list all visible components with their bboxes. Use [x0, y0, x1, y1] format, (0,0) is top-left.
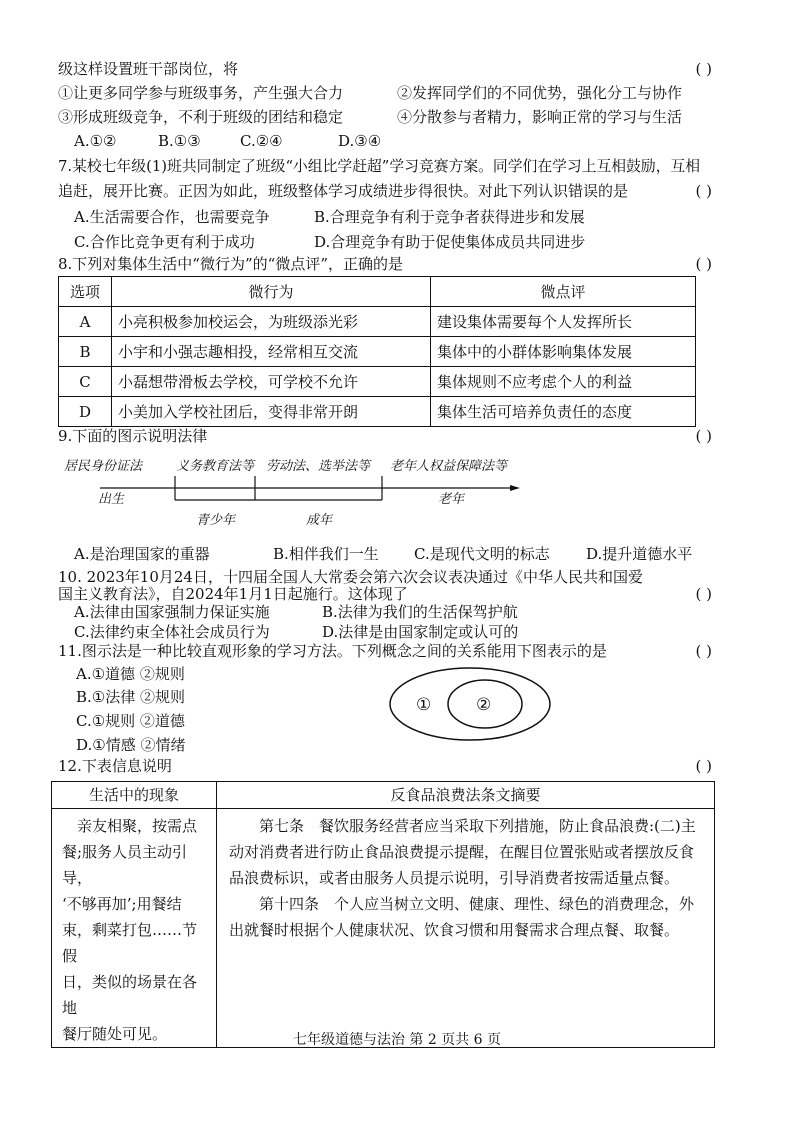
phenomenon-line: 亲友相聚，按需点 — [77, 817, 198, 835]
phenomenon-line: ‘不够再加’;用餐结 — [62, 895, 182, 913]
page-footer: 七年级道德与法治 第 2 页共 6 页 — [292, 1032, 502, 1048]
row-comment: 集体生活可培养负责任的态度 — [431, 397, 696, 427]
row-behavior: 小宇和小强志趣相投，经常相互交流 — [112, 337, 431, 367]
q6-statement-1: ①让更多同学参与班级事务，产生强大合力 — [58, 84, 344, 102]
table-header-row — [52, 782, 715, 809]
law-label-labor-election: 劳动法、选举法等 — [266, 459, 371, 474]
phenomenon-line: 日，类似的场景在各地 — [62, 973, 198, 1017]
q7-option-a: A.生活需要合作，也需要竞争 — [74, 208, 270, 226]
q10-option-c: C.法律约束全体社会成员行为 — [74, 623, 270, 641]
q7-option-c: C.合作比竞争更有利于成功 — [74, 233, 255, 251]
q7-stem-line1: 7.某校七年级(1)班共同制定了班级“小组比学赶超”学习竞赛方案。同学们在学习上互相鼓励，互相 — [58, 158, 701, 175]
stage-adult-label: 成年 — [306, 513, 333, 528]
table-row — [59, 367, 696, 397]
q7-answer-paren: ( ) — [695, 182, 712, 200]
nested-ellipse-diagram — [386, 664, 556, 744]
q7-stem-line2: 追赶，展开比赛。正因为如此，班级整体学习成绩进步得很快。对此下列认识错误的是 — [58, 182, 629, 200]
header-law-excerpt: 反食品浪费法条文摘要 — [217, 782, 715, 809]
row-option: A — [59, 307, 112, 337]
row-option: C — [59, 367, 112, 397]
life-law-timeline-diagram — [60, 456, 530, 536]
q7-option-b: B.合理竞争有利于竞争者获得进步和发展 — [314, 208, 585, 226]
row-behavior: 小美加入学校社团后，变得非常开朗 — [112, 397, 431, 427]
q6-option-a: A.①② — [74, 132, 117, 150]
header-comment: 微点评 — [431, 277, 696, 307]
stage-old-age-label: 老年 — [438, 492, 465, 507]
q6-option-c: C.②④ — [240, 132, 283, 150]
law-excerpt-cell — [217, 809, 715, 1048]
q7-option-d: D.合理竞争有助于促使集体成员共同进步 — [314, 233, 586, 251]
q9-option-d: D.提升道德水平 — [586, 545, 693, 563]
q10-option-b: B.法律为我们的生活保驾护航 — [322, 603, 518, 621]
row-behavior: 小磊想带滑板去学校，可学校不允许 — [112, 367, 431, 397]
inner-ellipse-label: ② — [476, 695, 492, 715]
table-row — [59, 337, 696, 367]
header-option: 选项 — [59, 277, 112, 307]
q8-answer-paren: ( ) — [695, 255, 712, 273]
q8-table — [58, 276, 696, 427]
stage-birth-label: 出生 — [98, 492, 125, 507]
outer-ellipse-label: ① — [416, 695, 432, 715]
q12-table — [51, 781, 715, 1048]
q12-answer-paren: ( ) — [695, 757, 712, 775]
row-option: D — [59, 397, 112, 427]
q10-stem-line1: 10. 2023年10月24日，十四届全国人大常委会第六次会议表决通过《中华人民共和国爱 — [58, 568, 643, 586]
row-comment: 集体规则不应考虑个人的利益 — [431, 367, 696, 397]
article-7-text: 第七条 餐饮服务经营者应当采取下列措施，防止食品浪费:(二)主动对消费者进行防止食品浪费提示提醒，在醒目位置张贴或者摆放反食品浪费标识，或者由服务人员提示说明，引导消费者按需适量点餐。 — [229, 817, 696, 887]
q6-statement-3: ③形成班级竞争，不利于班级的团结和稳定 — [58, 108, 344, 126]
outer-ellipse — [390, 668, 550, 740]
q8-stem: 8.下列对集体生活中“微行为”的“微点评”，正确的是 — [58, 255, 403, 273]
q10-stem-line2: 国主义教育法》，自2024年1月1日起施行。这体现了 — [58, 585, 408, 603]
q9-answer-paren: ( ) — [695, 427, 712, 445]
q6-stem-tail: 级这样设置班干部岗位，将 — [58, 60, 239, 78]
q11-answer-paren: ( ) — [695, 642, 712, 660]
q11-option-b: B.①法律 ②规则 — [76, 688, 186, 706]
q9-option-a: A.是治理国家的重器 — [74, 545, 210, 563]
q9-option-c: C.是现代文明的标志 — [414, 545, 550, 563]
q11-option-d: D.①情感 ②情绪 — [76, 736, 186, 754]
q6-option-b: B.①③ — [158, 132, 201, 150]
q9-option-b: B.相伴我们一生 — [273, 545, 379, 563]
q6-answer-paren: ( ) — [695, 60, 712, 78]
row-behavior: 小亮积极参加校运会，为班级添光彩 — [112, 307, 431, 337]
q10-option-d: D.法律是由国家制定或认可的 — [322, 623, 519, 641]
law-label-elderly-rights: 老年人权益保障法等 — [390, 459, 508, 474]
phenomenon-line: 餐;服务人员主动引导， — [62, 843, 188, 887]
timeline-arrow-icon — [510, 485, 520, 491]
table-row — [52, 809, 715, 1048]
table-row — [59, 397, 696, 427]
q10-answer-paren: ( ) — [695, 585, 712, 603]
q12-stem: 12.下表信息说明 — [58, 757, 172, 775]
law-label-compulsory-education: 义务教育法等 — [176, 459, 255, 474]
phenomenon-cell — [52, 809, 217, 1048]
header-phenomenon: 生活中的现象 — [52, 782, 217, 809]
q6-statement-2: ②发挥同学们的不同优势，强化分工与协作 — [397, 84, 683, 102]
phenomenon-line: 餐厅随处可见。 — [62, 1025, 168, 1043]
q11-stem: 11.图示法是一种比较直观形象的学习方法。下列概念之间的关系能用下图表示的是 — [58, 642, 607, 660]
q11-option-a: A.①道德 ②规则 — [76, 665, 185, 683]
article-14-text: 第十四条 个人应当树立文明、健康、理性、绿色的消费理念，外出就餐时根据个人健康状况、饮食习惯和用餐需求合理点餐、取餐。 — [229, 895, 695, 939]
q10-option-a: A.法律由国家强制力保证实施 — [74, 603, 270, 621]
law-label-id-card: 居民身份证法 — [64, 459, 143, 474]
table-header-row — [59, 277, 696, 307]
q11-option-c: C.①规则 ②道德 — [76, 712, 185, 730]
table-row — [59, 307, 696, 337]
phenomenon-line: 束，剩菜打包……节假 — [62, 921, 198, 965]
row-comment: 集体中的小群体影响集体发展 — [431, 337, 696, 367]
q6-option-d: D.③④ — [338, 132, 382, 150]
header-behavior: 微行为 — [112, 277, 431, 307]
stage-youth-label: 青少年 — [196, 513, 236, 528]
row-comment: 建设集体需要每个人发挥所长 — [431, 307, 696, 337]
row-option: B — [59, 337, 112, 367]
q6-statement-4: ④分散参与者精力，影响正常的学习与生活 — [397, 108, 683, 126]
q9-stem: 9.下面的图示说明法律 — [58, 427, 208, 445]
